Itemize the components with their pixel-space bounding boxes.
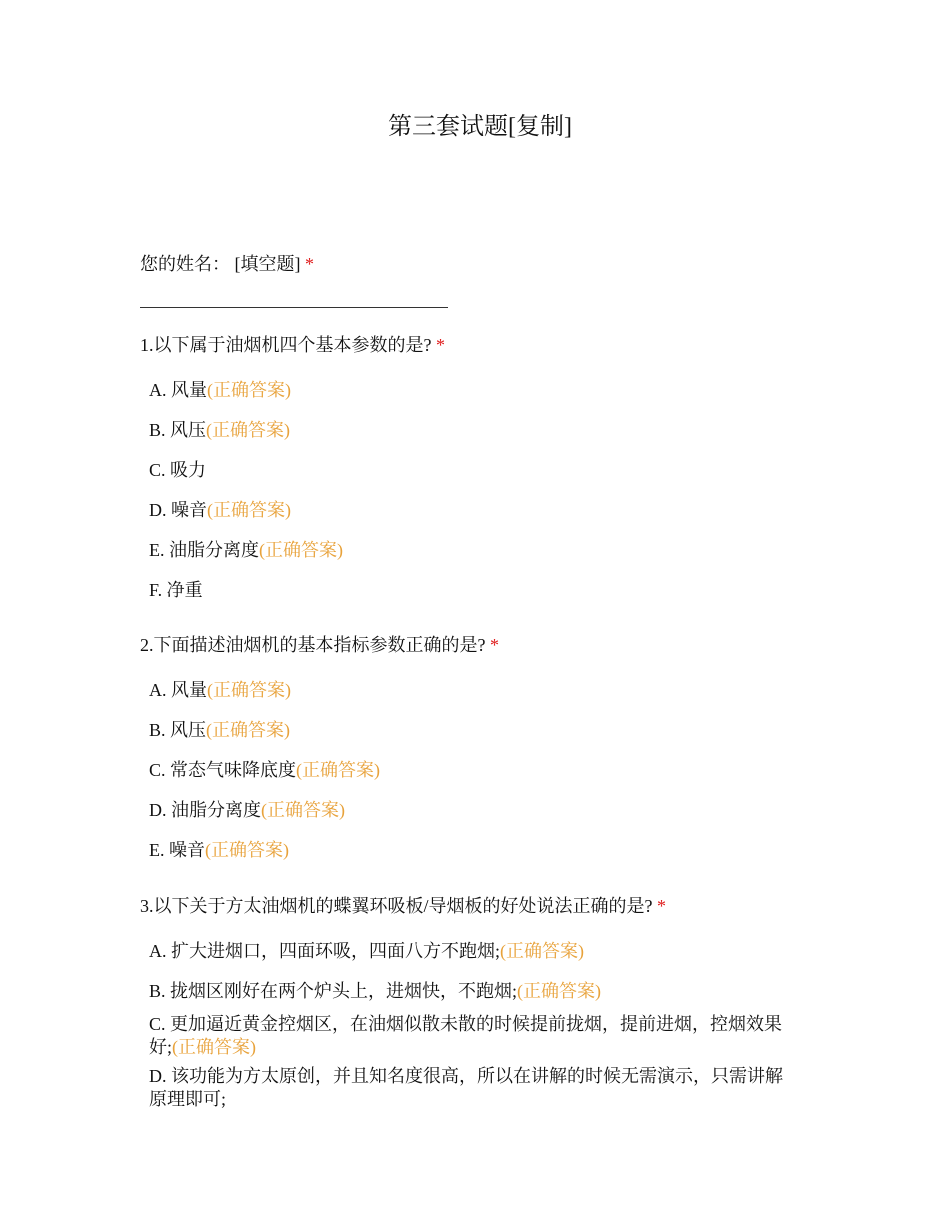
option-text: E. 噪音 (149, 840, 205, 860)
q2-option-b[interactable] (149, 718, 290, 742)
option-text: D. 油脂分离度 (149, 800, 261, 820)
name-question (140, 252, 314, 276)
q3-option-a[interactable] (149, 939, 584, 963)
q3-option-d[interactable] (149, 1065, 799, 1111)
correct-answer-tag: (正确答案) (261, 800, 345, 820)
q2-option-e[interactable] (149, 838, 289, 862)
option-text: D. 噪音 (149, 500, 207, 520)
option-text: C. 常态气味降底度 (149, 760, 297, 780)
q2-option-d[interactable] (149, 798, 345, 822)
correct-answer-tag: (正确答案) (296, 760, 381, 780)
option-text: A. 风量 (149, 680, 207, 700)
option-text: C. 更加逼近黄金控烟区，在油烟似散未散的时候提前拢烟，提前进烟，控烟效果好; (149, 1014, 783, 1057)
correct-answer-tag: (正确答案) (259, 540, 343, 560)
question-1-text: 1.以下属于油烟机四个基本参数的是? (140, 335, 432, 355)
question-2-title (140, 633, 499, 657)
required-mark: * (436, 335, 445, 355)
correct-answer-tag: (正确答案) (517, 981, 602, 1001)
q1-option-c[interactable] (149, 458, 206, 482)
correct-answer-tag: (正确答案) (500, 941, 584, 961)
q1-option-e[interactable] (149, 538, 343, 562)
correct-answer-tag: (正确答案) (206, 420, 291, 440)
q3-option-b[interactable] (149, 979, 601, 1003)
option-text: B. 风压 (149, 720, 207, 740)
q2-option-c[interactable] (149, 758, 380, 782)
correct-answer-tag: (正确答案) (206, 720, 291, 740)
option-text: A. 扩大进烟口，四面环吸，四面八方不跑烟; (149, 941, 500, 961)
option-text: E. 油脂分离度 (149, 540, 259, 560)
q1-option-f[interactable] (149, 578, 203, 602)
option-text: F. 净重 (149, 580, 203, 600)
name-input-line[interactable] (140, 307, 448, 308)
required-mark: * (305, 254, 314, 274)
q1-option-a[interactable] (149, 378, 291, 402)
q1-option-d[interactable] (149, 498, 291, 522)
correct-answer-tag: (正确答案) (207, 680, 291, 700)
name-question-type: [填空题] (234, 254, 301, 274)
q3-option-c[interactable] (149, 1013, 799, 1059)
page-title: 第三套试题[复制] (388, 114, 572, 140)
correct-answer-tag: (正确答案) (172, 1037, 257, 1057)
required-mark: * (657, 896, 666, 916)
q2-option-a[interactable] (149, 678, 291, 702)
required-mark: * (490, 635, 499, 655)
name-question-label: 您的姓名： (140, 254, 230, 274)
correct-answer-tag: (正确答案) (207, 500, 291, 520)
q1-option-b[interactable] (149, 418, 290, 442)
question-3-text: 3.以下关于方太油烟机的蝶翼环吸板/导烟板的好处说法正确的是? (140, 896, 653, 916)
correct-answer-tag: (正确答案) (207, 380, 291, 400)
question-1-title (140, 333, 445, 357)
option-text: A. 风量 (149, 380, 207, 400)
option-text: B. 风压 (149, 420, 207, 440)
option-text: D. 该功能为方太原创，并且知名度很高，所以在讲解的时候无需演示，只需讲解原理即可; (149, 1066, 783, 1109)
option-text: C. 吸力 (149, 460, 207, 480)
question-3-title (140, 894, 666, 918)
option-text: B. 拢烟区刚好在两个炉头上，进烟快，不跑烟; (149, 981, 518, 1001)
correct-answer-tag: (正确答案) (205, 840, 289, 860)
question-2-text: 2.下面描述油烟机的基本指标参数正确的是? (140, 635, 486, 655)
